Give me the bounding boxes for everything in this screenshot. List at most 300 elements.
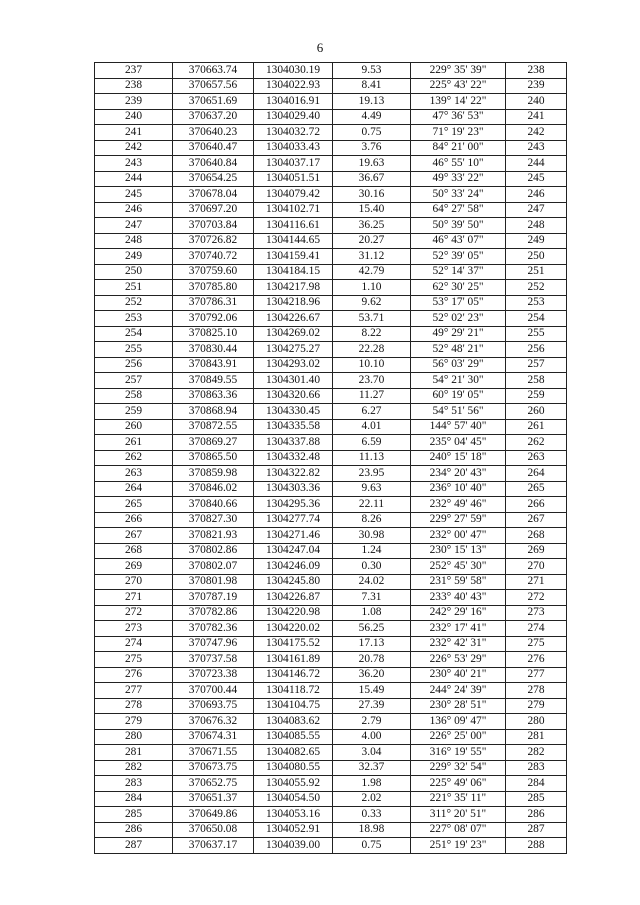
bearing-cell: 236° 10' 40" xyxy=(411,481,506,497)
table-row xyxy=(95,125,567,141)
distance-cell: 22.11 xyxy=(333,497,411,513)
x-coordinate-cell: 370654.25 xyxy=(173,171,254,187)
next-point-number-cell: 266 xyxy=(506,497,567,513)
table-row xyxy=(95,202,567,218)
point-number-cell: 261 xyxy=(95,435,173,451)
point-number-cell: 246 xyxy=(95,202,173,218)
x-coordinate-cell: 370868.94 xyxy=(173,404,254,420)
y-coordinate-cell: 1304295.36 xyxy=(254,497,333,513)
x-coordinate-cell: 370740.72 xyxy=(173,249,254,265)
point-number-cell: 266 xyxy=(95,512,173,528)
distance-cell: 0.30 xyxy=(333,559,411,575)
bearing-cell: 240° 15' 18" xyxy=(411,450,506,466)
next-point-number-cell: 255 xyxy=(506,326,567,342)
x-coordinate-cell: 370840.66 xyxy=(173,497,254,513)
distance-cell: 19.13 xyxy=(333,94,411,110)
y-coordinate-cell: 1304085.55 xyxy=(254,729,333,745)
distance-cell: 1.24 xyxy=(333,543,411,559)
bearing-cell: 46° 55' 10" xyxy=(411,156,506,172)
x-coordinate-cell: 370678.04 xyxy=(173,187,254,203)
point-number-cell: 263 xyxy=(95,466,173,482)
y-coordinate-cell: 1304303.36 xyxy=(254,481,333,497)
bearing-cell: 54° 51' 56" xyxy=(411,404,506,420)
distance-cell: 9.62 xyxy=(333,295,411,311)
x-coordinate-cell: 370782.36 xyxy=(173,621,254,637)
table-row xyxy=(95,760,567,776)
table-row xyxy=(95,187,567,203)
next-point-number-cell: 284 xyxy=(506,776,567,792)
point-number-cell: 250 xyxy=(95,264,173,280)
y-coordinate-cell: 1304080.55 xyxy=(254,760,333,776)
point-number-cell: 255 xyxy=(95,342,173,358)
next-point-number-cell: 261 xyxy=(506,419,567,435)
x-coordinate-cell: 370737.58 xyxy=(173,652,254,668)
table-row xyxy=(95,156,567,172)
table-row xyxy=(95,652,567,668)
table-row xyxy=(95,357,567,373)
next-point-number-cell: 248 xyxy=(506,218,567,234)
x-coordinate-cell: 370846.02 xyxy=(173,481,254,497)
x-coordinate-cell: 370674.31 xyxy=(173,729,254,745)
table-row xyxy=(95,636,567,652)
y-coordinate-cell: 1304055.92 xyxy=(254,776,333,792)
point-number-cell: 262 xyxy=(95,450,173,466)
distance-cell: 36.20 xyxy=(333,667,411,683)
next-point-number-cell: 271 xyxy=(506,574,567,590)
bearing-cell: 242° 29' 16" xyxy=(411,605,506,621)
next-point-number-cell: 275 xyxy=(506,636,567,652)
y-coordinate-cell: 1304220.02 xyxy=(254,621,333,637)
table-row xyxy=(95,605,567,621)
distance-cell: 3.76 xyxy=(333,140,411,156)
table-row xyxy=(95,791,567,807)
coordinates-table-body xyxy=(95,63,567,854)
x-coordinate-cell: 370637.17 xyxy=(173,838,254,854)
point-number-cell: 270 xyxy=(95,574,173,590)
table-row xyxy=(95,435,567,451)
x-coordinate-cell: 370759.60 xyxy=(173,264,254,280)
distance-cell: 32.37 xyxy=(333,760,411,776)
bearing-cell: 232° 49' 46" xyxy=(411,497,506,513)
point-number-cell: 245 xyxy=(95,187,173,203)
x-coordinate-cell: 370830.44 xyxy=(173,342,254,358)
table-row xyxy=(95,543,567,559)
next-point-number-cell: 239 xyxy=(506,78,567,94)
y-coordinate-cell: 1304245.80 xyxy=(254,574,333,590)
x-coordinate-cell: 370637.20 xyxy=(173,109,254,125)
table-row xyxy=(95,109,567,125)
table-row xyxy=(95,63,567,79)
distance-cell: 30.98 xyxy=(333,528,411,544)
table-row xyxy=(95,590,567,606)
point-number-cell: 257 xyxy=(95,373,173,389)
bearing-cell: 46° 43' 07" xyxy=(411,233,506,249)
point-number-cell: 267 xyxy=(95,528,173,544)
x-coordinate-cell: 370640.47 xyxy=(173,140,254,156)
bearing-cell: 229° 35' 39" xyxy=(411,63,506,79)
y-coordinate-cell: 1304144.65 xyxy=(254,233,333,249)
bearing-cell: 52° 39' 05" xyxy=(411,249,506,265)
x-coordinate-cell: 370782.86 xyxy=(173,605,254,621)
bearing-cell: 233° 40' 43" xyxy=(411,590,506,606)
table-row xyxy=(95,745,567,761)
point-number-cell: 268 xyxy=(95,543,173,559)
x-coordinate-cell: 370786.31 xyxy=(173,295,254,311)
distance-cell: 36.67 xyxy=(333,171,411,187)
x-coordinate-cell: 370869.27 xyxy=(173,435,254,451)
x-coordinate-cell: 370676.32 xyxy=(173,714,254,730)
next-point-number-cell: 281 xyxy=(506,729,567,745)
coordinates-table xyxy=(94,62,567,854)
y-coordinate-cell: 1304159.41 xyxy=(254,249,333,265)
table-row xyxy=(95,683,567,699)
table-row xyxy=(95,311,567,327)
distance-cell: 8.26 xyxy=(333,512,411,528)
table-row xyxy=(95,574,567,590)
bearing-cell: 231° 59' 58" xyxy=(411,574,506,590)
next-point-number-cell: 247 xyxy=(506,202,567,218)
table-row xyxy=(95,404,567,420)
x-coordinate-cell: 370792.06 xyxy=(173,311,254,327)
bearing-cell: 225° 49' 06" xyxy=(411,776,506,792)
next-point-number-cell: 288 xyxy=(506,838,567,854)
bearing-cell: 56° 03' 29" xyxy=(411,357,506,373)
y-coordinate-cell: 1304301.40 xyxy=(254,373,333,389)
x-coordinate-cell: 370801.98 xyxy=(173,574,254,590)
bearing-cell: 50° 39' 50" xyxy=(411,218,506,234)
point-number-cell: 258 xyxy=(95,388,173,404)
distance-cell: 19.63 xyxy=(333,156,411,172)
x-coordinate-cell: 370787.19 xyxy=(173,590,254,606)
bearing-cell: 52° 02' 23" xyxy=(411,311,506,327)
bearing-cell: 232° 17' 41" xyxy=(411,621,506,637)
distance-cell: 20.78 xyxy=(333,652,411,668)
point-number-cell: 260 xyxy=(95,419,173,435)
distance-cell: 8.22 xyxy=(333,326,411,342)
point-number-cell: 241 xyxy=(95,125,173,141)
next-point-number-cell: 285 xyxy=(506,791,567,807)
x-coordinate-cell: 370863.36 xyxy=(173,388,254,404)
distance-cell: 4.00 xyxy=(333,729,411,745)
distance-cell: 0.33 xyxy=(333,807,411,823)
point-number-cell: 237 xyxy=(95,63,173,79)
next-point-number-cell: 268 xyxy=(506,528,567,544)
y-coordinate-cell: 1304116.61 xyxy=(254,218,333,234)
next-point-number-cell: 287 xyxy=(506,822,567,838)
distance-cell: 18.98 xyxy=(333,822,411,838)
distance-cell: 11.27 xyxy=(333,388,411,404)
point-number-cell: 249 xyxy=(95,249,173,265)
x-coordinate-cell: 370649.86 xyxy=(173,807,254,823)
table-row xyxy=(95,249,567,265)
distance-cell: 9.63 xyxy=(333,481,411,497)
distance-cell: 6.59 xyxy=(333,435,411,451)
x-coordinate-cell: 370640.84 xyxy=(173,156,254,172)
next-point-number-cell: 276 xyxy=(506,652,567,668)
point-number-cell: 256 xyxy=(95,357,173,373)
table-row xyxy=(95,497,567,513)
x-coordinate-cell: 370802.07 xyxy=(173,559,254,575)
next-point-number-cell: 278 xyxy=(506,683,567,699)
bearing-cell: 50° 33' 24" xyxy=(411,187,506,203)
point-number-cell: 282 xyxy=(95,760,173,776)
next-point-number-cell: 240 xyxy=(506,94,567,110)
bearing-cell: 244° 24' 39" xyxy=(411,683,506,699)
x-coordinate-cell: 370657.56 xyxy=(173,78,254,94)
table-row xyxy=(95,466,567,482)
point-number-cell: 243 xyxy=(95,156,173,172)
point-number-cell: 254 xyxy=(95,326,173,342)
distance-cell: 20.27 xyxy=(333,233,411,249)
y-coordinate-cell: 1304337.88 xyxy=(254,435,333,451)
y-coordinate-cell: 1304275.27 xyxy=(254,342,333,358)
table-row xyxy=(95,807,567,823)
next-point-number-cell: 252 xyxy=(506,280,567,296)
table-row xyxy=(95,218,567,234)
distance-cell: 1.98 xyxy=(333,776,411,792)
table-row xyxy=(95,140,567,156)
bearing-cell: 230° 28' 51" xyxy=(411,698,506,714)
distance-cell: 7.31 xyxy=(333,590,411,606)
y-coordinate-cell: 1304082.65 xyxy=(254,745,333,761)
table-row xyxy=(95,512,567,528)
bearing-cell: 62° 30' 25" xyxy=(411,280,506,296)
bearing-cell: 226° 25' 00" xyxy=(411,729,506,745)
y-coordinate-cell: 1304175.52 xyxy=(254,636,333,652)
bearing-cell: 49° 33' 22" xyxy=(411,171,506,187)
distance-cell: 24.02 xyxy=(333,574,411,590)
y-coordinate-cell: 1304320.66 xyxy=(254,388,333,404)
x-coordinate-cell: 370663.74 xyxy=(173,63,254,79)
bearing-cell: 316° 19' 55" xyxy=(411,745,506,761)
x-coordinate-cell: 370821.93 xyxy=(173,528,254,544)
bearing-cell: 230° 15' 13" xyxy=(411,543,506,559)
next-point-number-cell: 265 xyxy=(506,481,567,497)
x-coordinate-cell: 370703.84 xyxy=(173,218,254,234)
point-number-cell: 259 xyxy=(95,404,173,420)
point-number-cell: 265 xyxy=(95,497,173,513)
point-number-cell: 278 xyxy=(95,698,173,714)
point-number-cell: 276 xyxy=(95,667,173,683)
point-number-cell: 283 xyxy=(95,776,173,792)
y-coordinate-cell: 1304033.43 xyxy=(254,140,333,156)
y-coordinate-cell: 1304217.98 xyxy=(254,280,333,296)
next-point-number-cell: 286 xyxy=(506,807,567,823)
y-coordinate-cell: 1304330.45 xyxy=(254,404,333,420)
next-point-number-cell: 258 xyxy=(506,373,567,389)
table-row xyxy=(95,822,567,838)
y-coordinate-cell: 1304030.19 xyxy=(254,63,333,79)
next-point-number-cell: 272 xyxy=(506,590,567,606)
next-point-number-cell: 260 xyxy=(506,404,567,420)
point-number-cell: 240 xyxy=(95,109,173,125)
distance-cell: 56.25 xyxy=(333,621,411,637)
y-coordinate-cell: 1304269.02 xyxy=(254,326,333,342)
bearing-cell: 60° 19' 05" xyxy=(411,388,506,404)
distance-cell: 15.49 xyxy=(333,683,411,699)
distance-cell: 10.10 xyxy=(333,357,411,373)
y-coordinate-cell: 1304146.72 xyxy=(254,667,333,683)
y-coordinate-cell: 1304016.91 xyxy=(254,94,333,110)
distance-cell: 8.41 xyxy=(333,78,411,94)
distance-cell: 15.40 xyxy=(333,202,411,218)
bearing-cell: 139° 14' 22" xyxy=(411,94,506,110)
table-row xyxy=(95,171,567,187)
distance-cell: 0.75 xyxy=(333,838,411,854)
y-coordinate-cell: 1304079.42 xyxy=(254,187,333,203)
x-coordinate-cell: 370652.75 xyxy=(173,776,254,792)
y-coordinate-cell: 1304246.09 xyxy=(254,559,333,575)
table-row xyxy=(95,776,567,792)
y-coordinate-cell: 1304218.96 xyxy=(254,295,333,311)
next-point-number-cell: 264 xyxy=(506,466,567,482)
y-coordinate-cell: 1304220.98 xyxy=(254,605,333,621)
next-point-number-cell: 238 xyxy=(506,63,567,79)
point-number-cell: 248 xyxy=(95,233,173,249)
distance-cell: 22.28 xyxy=(333,342,411,358)
next-point-number-cell: 241 xyxy=(506,109,567,125)
table-row xyxy=(95,280,567,296)
y-coordinate-cell: 1304271.46 xyxy=(254,528,333,544)
distance-cell: 17.13 xyxy=(333,636,411,652)
bearing-cell: 234° 20' 43" xyxy=(411,466,506,482)
x-coordinate-cell: 370726.82 xyxy=(173,233,254,249)
point-number-cell: 247 xyxy=(95,218,173,234)
distance-cell: 31.12 xyxy=(333,249,411,265)
x-coordinate-cell: 370650.08 xyxy=(173,822,254,838)
distance-cell: 3.04 xyxy=(333,745,411,761)
x-coordinate-cell: 370747.96 xyxy=(173,636,254,652)
point-number-cell: 272 xyxy=(95,605,173,621)
next-point-number-cell: 274 xyxy=(506,621,567,637)
y-coordinate-cell: 1304051.51 xyxy=(254,171,333,187)
bearing-cell: 54° 21' 30" xyxy=(411,373,506,389)
point-number-cell: 253 xyxy=(95,311,173,327)
x-coordinate-cell: 370693.75 xyxy=(173,698,254,714)
point-number-cell: 285 xyxy=(95,807,173,823)
x-coordinate-cell: 370671.55 xyxy=(173,745,254,761)
next-point-number-cell: 270 xyxy=(506,559,567,575)
point-number-cell: 286 xyxy=(95,822,173,838)
y-coordinate-cell: 1304335.58 xyxy=(254,419,333,435)
next-point-number-cell: 262 xyxy=(506,435,567,451)
point-number-cell: 277 xyxy=(95,683,173,699)
x-coordinate-cell: 370651.69 xyxy=(173,94,254,110)
next-point-number-cell: 277 xyxy=(506,667,567,683)
table-row xyxy=(95,729,567,745)
table-row xyxy=(95,388,567,404)
bearing-cell: 229° 27' 59" xyxy=(411,512,506,528)
table-row xyxy=(95,714,567,730)
point-number-cell: 280 xyxy=(95,729,173,745)
next-point-number-cell: 244 xyxy=(506,156,567,172)
y-coordinate-cell: 1304247.04 xyxy=(254,543,333,559)
table-row xyxy=(95,481,567,497)
y-coordinate-cell: 1304052.91 xyxy=(254,822,333,838)
y-coordinate-cell: 1304037.17 xyxy=(254,156,333,172)
table-row xyxy=(95,94,567,110)
x-coordinate-cell: 370673.75 xyxy=(173,760,254,776)
x-coordinate-cell: 370859.98 xyxy=(173,466,254,482)
bearing-cell: 144° 57' 40" xyxy=(411,419,506,435)
next-point-number-cell: 254 xyxy=(506,311,567,327)
next-point-number-cell: 269 xyxy=(506,543,567,559)
bearing-cell: 227° 08' 07" xyxy=(411,822,506,838)
y-coordinate-cell: 1304054.50 xyxy=(254,791,333,807)
bearing-cell: 53° 17' 05" xyxy=(411,295,506,311)
y-coordinate-cell: 1304022.93 xyxy=(254,78,333,94)
table-row xyxy=(95,295,567,311)
distance-cell: 23.70 xyxy=(333,373,411,389)
next-point-number-cell: 282 xyxy=(506,745,567,761)
distance-cell: 30.16 xyxy=(333,187,411,203)
point-number-cell: 238 xyxy=(95,78,173,94)
distance-cell: 9.53 xyxy=(333,63,411,79)
table-row xyxy=(95,264,567,280)
bearing-cell: 136° 09' 47" xyxy=(411,714,506,730)
distance-cell: 6.27 xyxy=(333,404,411,420)
bearing-cell: 84° 21' 00" xyxy=(411,140,506,156)
table-row xyxy=(95,559,567,575)
point-number-cell: 279 xyxy=(95,714,173,730)
point-number-cell: 284 xyxy=(95,791,173,807)
x-coordinate-cell: 370849.55 xyxy=(173,373,254,389)
bearing-cell: 64° 27' 58" xyxy=(411,202,506,218)
next-point-number-cell: 263 xyxy=(506,450,567,466)
table-row xyxy=(95,326,567,342)
distance-cell: 1.10 xyxy=(333,280,411,296)
y-coordinate-cell: 1304226.67 xyxy=(254,311,333,327)
table-row xyxy=(95,419,567,435)
point-number-cell: 274 xyxy=(95,636,173,652)
bearing-cell: 52° 14' 37" xyxy=(411,264,506,280)
y-coordinate-cell: 1304102.71 xyxy=(254,202,333,218)
distance-cell: 4.01 xyxy=(333,419,411,435)
x-coordinate-cell: 370697.20 xyxy=(173,202,254,218)
distance-cell: 27.39 xyxy=(333,698,411,714)
next-point-number-cell: 273 xyxy=(506,605,567,621)
x-coordinate-cell: 370843.91 xyxy=(173,357,254,373)
table-row xyxy=(95,528,567,544)
point-number-cell: 275 xyxy=(95,652,173,668)
x-coordinate-cell: 370802.86 xyxy=(173,543,254,559)
next-point-number-cell: 280 xyxy=(506,714,567,730)
table-row xyxy=(95,373,567,389)
point-number-cell: 273 xyxy=(95,621,173,637)
x-coordinate-cell: 370825.10 xyxy=(173,326,254,342)
next-point-number-cell: 249 xyxy=(506,233,567,249)
next-point-number-cell: 257 xyxy=(506,357,567,373)
point-number-cell: 242 xyxy=(95,140,173,156)
next-point-number-cell: 256 xyxy=(506,342,567,358)
table-row xyxy=(95,342,567,358)
y-coordinate-cell: 1304029.40 xyxy=(254,109,333,125)
bearing-cell: 71° 19' 23" xyxy=(411,125,506,141)
distance-cell: 36.25 xyxy=(333,218,411,234)
x-coordinate-cell: 370872.55 xyxy=(173,419,254,435)
point-number-cell: 251 xyxy=(95,280,173,296)
next-point-number-cell: 251 xyxy=(506,264,567,280)
point-number-cell: 281 xyxy=(95,745,173,761)
bearing-cell: 230° 40' 21" xyxy=(411,667,506,683)
distance-cell: 2.02 xyxy=(333,791,411,807)
y-coordinate-cell: 1304226.87 xyxy=(254,590,333,606)
bearing-cell: 235° 04' 45" xyxy=(411,435,506,451)
next-point-number-cell: 242 xyxy=(506,125,567,141)
point-number-cell: 244 xyxy=(95,171,173,187)
y-coordinate-cell: 1304332.48 xyxy=(254,450,333,466)
next-point-number-cell: 283 xyxy=(506,760,567,776)
